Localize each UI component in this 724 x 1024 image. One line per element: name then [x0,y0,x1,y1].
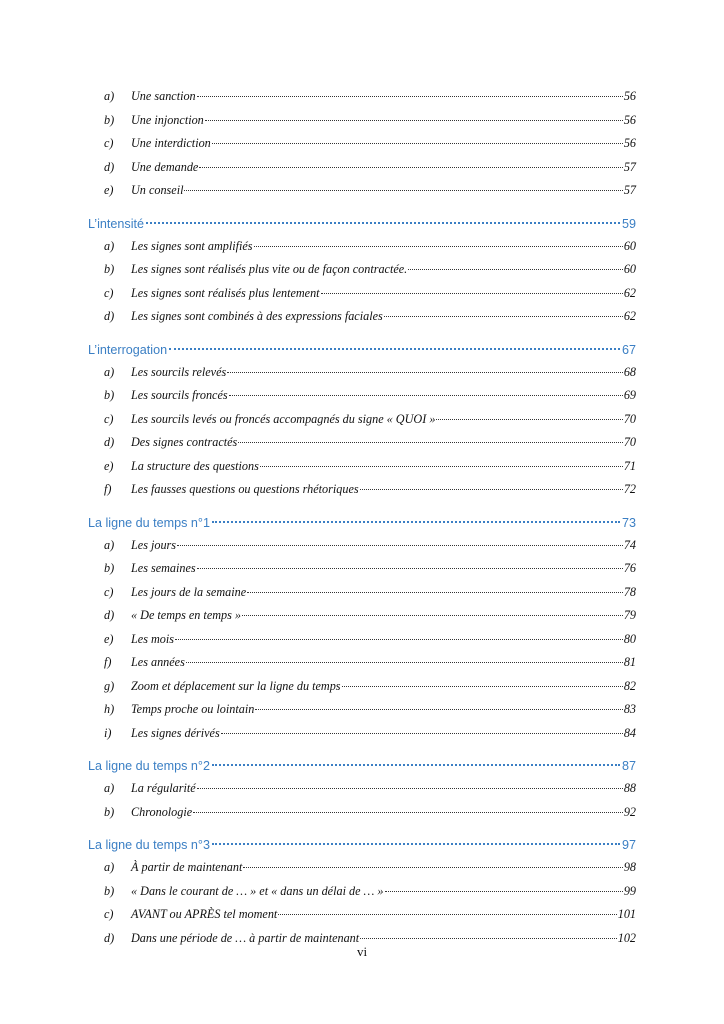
toc-entry-title: Une sanction [131,89,196,103]
toc-entry-title: Les jours de la semaine [131,584,247,599]
toc-entry-title: Les semaines [131,561,196,575]
dot-leader [278,914,616,915]
toc-section-page-number: 67 [621,342,636,357]
toc-section-title: La ligne du temps n°1 [88,515,210,530]
toc-entry-letter: b) [104,883,115,898]
toc-entry[interactable] [88,361,636,385]
toc-entry-page-number: 70 [623,411,636,426]
toc-entry-page-number: 78 [623,584,636,599]
toc-entry-page-number: 57 [623,159,636,174]
toc-entry[interactable] [88,179,636,203]
dot-leader [321,293,623,294]
dot-leader [199,167,622,168]
toc-entry-letter: d) [104,930,115,945]
toc-entry-page-number: 80 [623,631,636,646]
toc-entry[interactable] [88,801,636,825]
toc-entry-page-number: 69 [623,388,636,402]
toc-entry-letter: a) [104,238,115,253]
dot-leader [193,812,623,813]
toc-entry-page-number: 56 [623,89,636,103]
toc-entry[interactable] [88,282,636,306]
toc-entry-letter: c) [104,136,114,150]
toc-entry-title: Dans une période de … à partir de maintenant [131,930,360,945]
dot-leader [169,348,620,350]
toc-entry-title: Les fausses questions ou questions rhétoriques [131,482,359,496]
toc-entry[interactable] [88,455,636,479]
toc-entry-letter: d) [104,309,115,323]
dot-leader [342,686,623,687]
dot-leader [243,867,622,868]
dot-leader [177,545,623,546]
toc-entry-page-number: 101 [617,907,636,921]
toc-entry-page-number: 74 [623,537,636,552]
toc-entry-page-number: 83 [623,702,636,716]
toc-entry-title: Les signes sont réalisés plus vite ou de façon contractée. [131,262,408,276]
toc-entry-letter: e) [104,183,114,197]
toc-entry-page-number: 84 [623,725,636,740]
toc-entry-letter: b) [104,262,115,276]
dot-leader [212,764,620,766]
toc-entry-letter: e) [104,631,114,646]
dot-leader [212,843,620,845]
toc-entry-title: Chronologie [131,804,193,819]
toc-entry-title: Une interdiction [131,136,211,150]
toc-entry-letter: e) [104,458,114,473]
toc-section-title: L’interrogation [88,342,168,357]
toc-entry-page-number: 57 [623,183,636,197]
toc-entry-page-number: 72 [623,482,636,496]
toc-entry[interactable] [88,557,636,581]
toc-entry-title: La structure des questions [131,458,259,473]
toc-entry[interactable] [88,628,636,652]
toc-section-title: La ligne du temps n°3 [88,838,210,852]
toc-entry-title: Temps proche ou lointain [131,702,255,716]
toc-entry-page-number: 82 [623,678,636,693]
toc-entry[interactable] [88,880,636,904]
toc-entry-title: Les sourcils froncés [131,388,228,402]
toc-entry-letter: a) [104,89,115,103]
toc-section-page-number: 59 [621,216,636,231]
toc-section-title: La ligne du temps n°2 [88,759,210,773]
dot-leader [229,395,623,396]
toc-entry-page-number: 60 [623,238,636,253]
toc-entry[interactable] [88,675,636,699]
toc-entry[interactable] [88,856,636,880]
toc-entry-page-number: 56 [623,112,636,127]
toc-entry[interactable] [88,534,636,558]
toc-entry[interactable] [88,581,636,605]
toc-entry-page-number: 62 [623,285,636,300]
toc-entry[interactable] [88,604,636,628]
toc-entry-page-number: 92 [623,804,636,819]
toc-entry-title: AVANT ou APRÈS tel moment [131,907,278,921]
toc-entry-letter: a) [104,781,115,795]
toc-entry-title: « Dans le courant de … » et « dans un délai de … » [131,883,384,898]
toc-entry-page-number: 76 [623,561,636,575]
toc-entry-page-number: 70 [623,435,636,449]
dot-leader [212,521,620,523]
toc-section-heading[interactable] [88,339,636,361]
toc-entry[interactable] [88,903,636,927]
dot-leader [255,709,622,710]
toc-entry-title: Les sourcils levés ou froncés accompagnés du signe « QUOI » [131,411,436,426]
page-number-footer: vi [356,944,368,959]
toc-entry-letter: c) [104,584,114,599]
toc-section-heading[interactable] [88,512,636,534]
toc-entry-letter: a) [104,364,115,379]
dot-leader [384,316,623,317]
toc-entry-page-number: 98 [623,860,636,874]
toc-entry[interactable] [88,651,636,675]
toc-entry-title: Les années [131,655,185,669]
dot-leader [408,269,623,270]
toc-entry-page-number: 68 [623,364,636,379]
toc-entry-page-number: 60 [623,262,636,276]
toc-entry[interactable] [88,109,636,133]
dot-leader [385,891,623,892]
toc-entry-title: Une demande [131,159,199,174]
dot-leader [247,592,623,593]
toc-entry-letter: c) [104,285,114,300]
toc-entry-letter: h) [104,702,115,716]
toc-entry-title: Les sourcils relevés [131,364,227,379]
dot-leader [227,372,623,373]
dot-leader [197,788,623,789]
toc-entry[interactable] [88,132,636,156]
dot-leader [242,615,623,616]
toc-entry-title: Des signes contractés [131,435,238,449]
toc-entry-title: Les jours [131,537,177,552]
toc-entry-title: Les signes sont réalisés plus lentement [131,285,320,300]
toc-entry-page-number: 71 [623,458,636,473]
toc-entry-letter: b) [104,112,115,127]
dot-leader [197,96,623,97]
toc-entry-letter: d) [104,608,115,622]
toc-entry-title: Les signes dérivés [131,725,220,740]
table-of-contents [88,85,636,950]
dot-leader [197,568,623,569]
toc-entry-letter: a) [104,860,115,874]
toc-section-heading[interactable] [88,755,636,777]
toc-entry[interactable] [88,408,636,432]
dot-leader [184,190,622,191]
toc-entry-title: Zoom et déplacement sur la ligne du temps [131,678,341,693]
toc-entry[interactable] [88,777,636,801]
dot-leader [175,639,623,640]
toc-entry-letter: d) [104,435,115,449]
toc-entry[interactable] [88,722,636,746]
toc-entry[interactable] [88,698,636,722]
dot-leader [260,466,623,467]
toc-entry-page-number: 88 [623,781,636,795]
toc-entry-page-number: 102 [617,930,636,945]
dot-leader [360,938,617,939]
toc-entry-title: Un conseil [131,183,184,197]
toc-entry-title: La régularité [131,781,196,795]
toc-entry-title: « De temps en temps » [131,608,242,622]
toc-entry-page-number: 79 [623,608,636,622]
toc-section-page-number: 97 [621,838,636,852]
toc-entry[interactable] [88,235,636,259]
toc-entry[interactable] [88,478,636,502]
toc-entry[interactable] [88,85,636,109]
toc-section-heading[interactable] [88,834,636,856]
toc-section-page-number: 73 [621,515,636,530]
toc-entry-letter: b) [104,388,115,402]
toc-entry-letter: c) [104,907,114,921]
toc-section-page-number: 87 [621,759,636,773]
toc-entry-letter: b) [104,804,115,819]
dot-leader [254,246,623,247]
toc-entry-page-number: 56 [623,136,636,150]
toc-entry-letter: i) [104,725,112,740]
toc-entry-title: Une injonction [131,112,204,127]
dot-leader [205,120,623,121]
toc-entry-letter: f) [104,482,112,496]
dot-leader [221,733,623,734]
toc-entry[interactable] [88,431,636,455]
toc-entry-title: Les mois [131,631,175,646]
toc-entry[interactable] [88,258,636,282]
toc-entry-letter: c) [104,411,114,426]
dot-leader [360,489,623,490]
toc-entry-letter: d) [104,159,115,174]
dot-leader [146,222,620,224]
dot-leader [238,442,623,443]
toc-entry-letter: f) [104,655,112,669]
toc-section-title: L’intensité [88,216,145,231]
toc-entry-page-number: 81 [623,655,636,669]
toc-entry-title: À partir de maintenant [131,860,243,874]
toc-entry-title: Les signes sont amplifiés [131,238,253,253]
dot-leader [436,419,622,420]
toc-section-heading[interactable] [88,213,636,235]
toc-entry-page-number: 62 [623,309,636,323]
dot-leader [186,662,623,663]
dot-leader [212,143,623,144]
toc-entry[interactable] [88,305,636,329]
toc-entry-letter: b) [104,561,115,575]
toc-entry-page-number: 99 [623,883,636,898]
toc-entry[interactable] [88,156,636,180]
toc-entry-letter: g) [104,678,115,693]
toc-entry-letter: a) [104,537,115,552]
toc-entry-title: Les signes sont combinés à des expressions faciales [131,309,383,323]
toc-entry[interactable] [88,384,636,408]
